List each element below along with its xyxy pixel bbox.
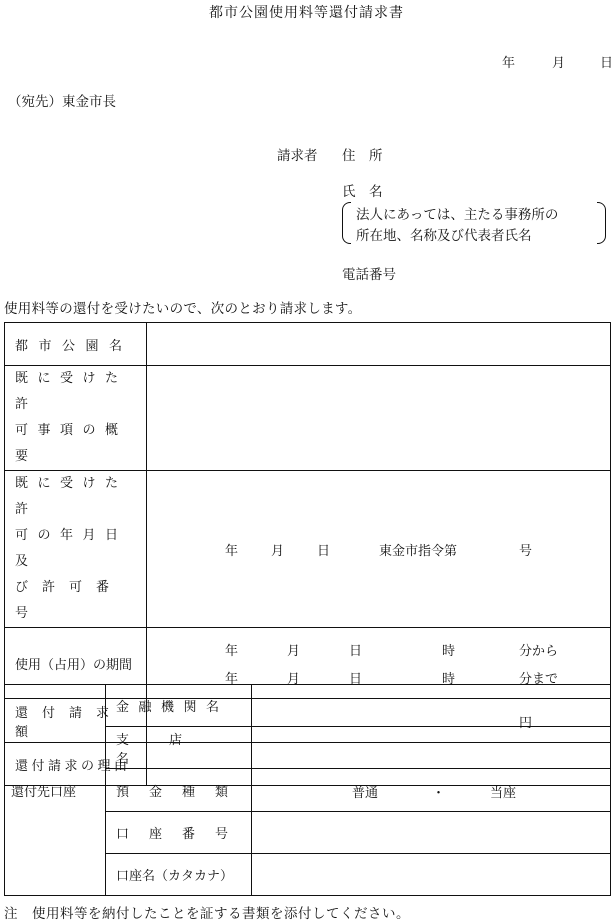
usage-to-hour: 時 bbox=[442, 672, 456, 687]
intro-text: 使用料等の還付を受けたいので、次のとおり請求します。 bbox=[4, 301, 362, 317]
account-number-text: 口座番号 bbox=[116, 827, 249, 842]
deposit-current[interactable]: 当座 bbox=[490, 786, 517, 801]
bank-label bbox=[106, 685, 252, 727]
park-name-label bbox=[5, 323, 147, 366]
usage-to-month: 月 bbox=[287, 672, 301, 687]
account-name-label bbox=[106, 854, 252, 896]
refund-reason-text: 還付請求の理由 bbox=[15, 758, 131, 774]
right-bracket bbox=[597, 202, 606, 244]
permit-summary-l2: 可事項の概要 bbox=[15, 423, 128, 464]
usage-to-year: 年 bbox=[225, 672, 239, 687]
account-name-text: 口座名（カタカナ） bbox=[116, 869, 234, 884]
permit-date-l1: 既に受けた許 bbox=[15, 476, 128, 517]
permit-date-l2: 可の年月日及 bbox=[15, 528, 128, 569]
deposit-type-text: 預金種類 bbox=[116, 784, 249, 800]
bank-field[interactable] bbox=[252, 685, 611, 727]
phone-label: 電話番号 bbox=[342, 267, 396, 283]
date-month: 月 bbox=[552, 56, 566, 71]
permit-day: 日 bbox=[317, 544, 331, 559]
permit-date-l3: び許可番号 bbox=[15, 580, 124, 621]
usage-from-hour: 時 bbox=[442, 644, 456, 659]
usage-from-day: 日 bbox=[349, 644, 363, 659]
usage-from-tail: 分から bbox=[519, 644, 559, 659]
account-table bbox=[4, 684, 611, 896]
permit-date-field[interactable] bbox=[147, 471, 611, 628]
branch-text: 支店名 bbox=[116, 732, 223, 767]
deposit-type-field[interactable] bbox=[252, 769, 611, 812]
account-name-field[interactable] bbox=[252, 854, 611, 896]
account-number-label bbox=[106, 812, 252, 854]
permit-year: 年 bbox=[225, 544, 239, 559]
deposit-separator: ・ bbox=[432, 786, 446, 801]
deposit-ordinary[interactable]: 普通 bbox=[352, 786, 379, 801]
date-year: 年 bbox=[502, 56, 516, 71]
date-day: 日 bbox=[600, 56, 613, 71]
name-label: 氏 名 bbox=[342, 184, 383, 200]
refund-amount-text: 還付請求額 bbox=[15, 705, 124, 740]
branch-label bbox=[106, 727, 252, 769]
permit-summary-l1: 既に受けた許 bbox=[15, 371, 128, 412]
account-label-cell bbox=[5, 685, 106, 896]
permit-summary-field[interactable] bbox=[147, 366, 611, 471]
usage-from-year: 年 bbox=[225, 644, 239, 659]
usage-period-text: 使用（占用）の期間 bbox=[15, 657, 133, 673]
bank-text: 金融機関名 bbox=[116, 700, 229, 715]
branch-field[interactable] bbox=[252, 727, 611, 769]
permit-city-order: 東金市指令第 bbox=[379, 544, 458, 559]
requester-label: 請求者 bbox=[277, 148, 318, 164]
usage-to-day: 日 bbox=[349, 672, 363, 687]
park-name-field[interactable] bbox=[147, 323, 611, 366]
account-number-field[interactable] bbox=[252, 812, 611, 854]
permit-date-label bbox=[5, 471, 147, 628]
permit-number: 号 bbox=[519, 544, 533, 559]
addressee: （宛先）東金市長 bbox=[8, 94, 116, 110]
corporate-note-line1: 法人にあっては、主たる事務所の bbox=[356, 207, 559, 223]
corporate-note bbox=[342, 202, 606, 246]
permit-summary-label bbox=[5, 366, 147, 471]
form-title: 都市公園使用料等還付請求書 bbox=[209, 5, 404, 21]
usage-to-tail: 分まで bbox=[519, 672, 559, 687]
address-label: 住 所 bbox=[342, 148, 383, 164]
park-name-text bbox=[5, 335, 146, 354]
corporate-note-line2: 所在地、名称及び代表者氏名 bbox=[356, 228, 532, 244]
account-label: 還付先口座 bbox=[11, 784, 77, 800]
park-name-chars: 都市公園名 bbox=[15, 338, 133, 354]
left-bracket bbox=[342, 202, 351, 244]
yen-unit: 円 bbox=[519, 716, 533, 731]
footnote: 注 使用料等を納付したことを証する書類を添付してください。 bbox=[4, 906, 410, 922]
permit-month: 月 bbox=[271, 544, 285, 559]
usage-from-month: 月 bbox=[287, 644, 301, 659]
deposit-type-label bbox=[106, 769, 252, 812]
